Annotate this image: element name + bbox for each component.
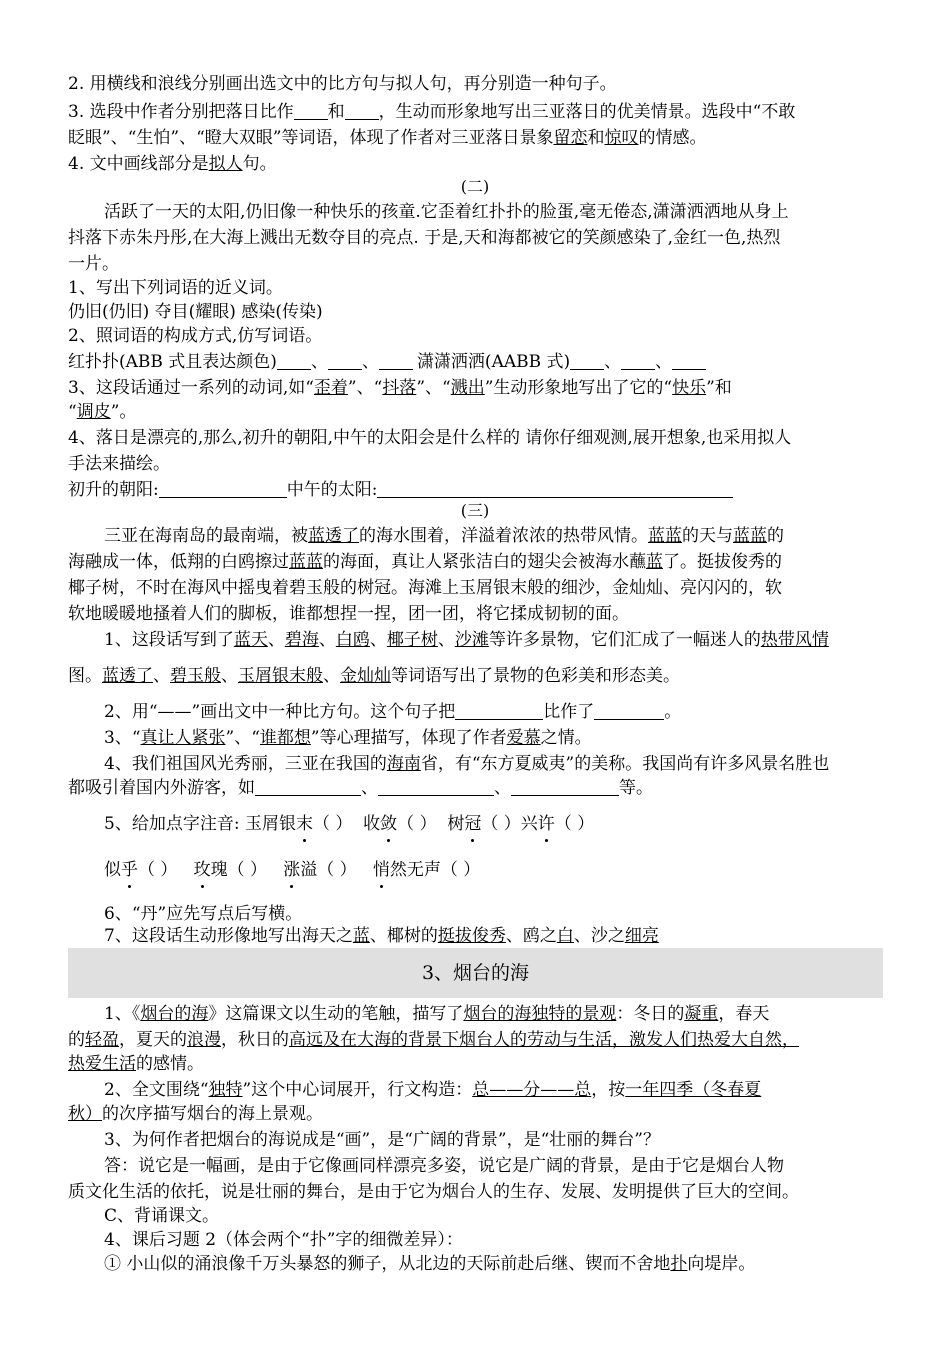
text: 、 — [318, 630, 336, 650]
answer-blank[interactable] — [672, 352, 706, 370]
text: 4. 文中画线部分是 — [68, 154, 209, 174]
answer-text: 扑 — [670, 1254, 688, 1274]
answer-text: 蓝天 — [233, 630, 268, 650]
passage-line: 椰子树，不时在海风中摇曳着碧玉般的树冠。海滩上玉屑银末般的细沙，金灿灿、亮闪闪的，软 — [68, 578, 782, 598]
section-heading: (二) — [460, 177, 490, 196]
lesson-title: 3、烟台的海 — [421, 962, 530, 984]
answer-blank[interactable] — [255, 778, 361, 796]
text: 的次序描写烟台的海上景观。 — [102, 1104, 323, 1124]
text: 和 — [327, 102, 345, 122]
text: 、 — [267, 630, 285, 650]
answer-blank[interactable] — [594, 702, 664, 720]
answer-text: 凝重 — [684, 1004, 719, 1024]
text: ”。 — [110, 402, 137, 422]
answer-blank[interactable] — [511, 778, 619, 796]
answer-text: 玉屑银末般 — [238, 666, 323, 686]
text: 三亚在海南岛的最南端，被 — [104, 526, 308, 546]
answer-parens[interactable]: （ ） — [317, 860, 357, 880]
answer-parens[interactable]: （ ） — [227, 860, 268, 880]
word: 收 — [363, 814, 381, 834]
answer-parens[interactable]: （ ） — [481, 814, 521, 834]
question-line: 6、“丹”应先写点后写横。 — [104, 904, 303, 924]
answer-parens[interactable]: （ ） — [312, 814, 353, 834]
text: ，按 — [591, 1080, 626, 1100]
text: 中午的太阳: — [286, 480, 378, 500]
question-line: 4、落日是漂亮的,那么,初升的朝阳,中午的太阳会是什么样的 请你仔细观测,展开想象,也采用拟人 — [68, 428, 792, 448]
word: 树 — [447, 814, 465, 834]
word: 瑰 — [210, 860, 228, 880]
text: 7、这段话生动形像地写出海天之 — [104, 926, 353, 946]
question-line — [68, 350, 706, 374]
text: ，生动而形象地写出三亚落日的优美情景。选段中“不敢 — [378, 102, 796, 122]
text: 、 — [494, 778, 511, 798]
answer-parens[interactable]: （ ） — [554, 814, 595, 834]
notes-line — [104, 1078, 761, 1102]
pinyin-question — [104, 812, 594, 836]
question-line — [68, 376, 732, 400]
answer-text: 热爱生活 — [68, 1054, 136, 1074]
answer-text: 烟台的海 — [140, 1004, 209, 1024]
answer-parens[interactable]: （ ） — [440, 860, 481, 880]
answer-parens[interactable]: （ ） — [397, 814, 437, 834]
answer-text: 高远及在大海的背景下烟台人的劳动与生活，激发人们热爱大自然， — [289, 1030, 799, 1050]
answer-blank[interactable] — [455, 702, 543, 720]
dotted-char: 末 — [295, 814, 313, 834]
text: 4、我们祖国风光秀丽，三亚在我国的 — [104, 754, 387, 774]
text: 2、用“——”画出文中一种比方句。这个句子把 — [104, 702, 456, 722]
text: 向堤岸。 — [687, 1254, 756, 1274]
text: ，春天 — [718, 1004, 770, 1024]
text: 比作了 — [543, 702, 595, 722]
passage-line — [68, 550, 782, 574]
text: 、 — [310, 352, 328, 372]
dotted-char: 涨 — [283, 860, 301, 880]
text: ，夏天的 — [119, 1030, 187, 1050]
passage-line: 活跃了一天的太阳,仍旧像一种快乐的孩童.它歪着红扑扑的脸蛋,毫无倦态,潇潇洒洒地从身上 — [104, 202, 789, 222]
answer-text: 蓝透了 — [102, 666, 153, 686]
word: 似 — [104, 860, 121, 880]
text: ”这个中心词展开，行文构造： — [242, 1080, 473, 1100]
text: 、 — [153, 666, 170, 686]
pinyin-question — [104, 858, 480, 882]
passage-line: 抖落下赤朱丹彤,在大海上溅出无数夺目的亮点. 于是,天和海都被它的笑颜感染了,金红一色,热烈 — [68, 228, 781, 248]
question-line — [104, 700, 681, 724]
passage-line: 一片。 — [68, 254, 119, 274]
question-line — [104, 752, 829, 776]
answer-text: 爱慕 — [506, 728, 541, 748]
dotted-char: 悄 — [372, 860, 390, 880]
answer-text: 真让人紧张 — [140, 728, 226, 748]
answer-text: 碧海 — [284, 630, 319, 650]
text: 。 — [664, 702, 682, 722]
text: ”等心理描写，体现了作者 — [310, 728, 507, 748]
text: 、 — [361, 352, 379, 372]
text: 1、《 — [104, 1004, 141, 1024]
dotted-char: 玫 — [193, 860, 211, 880]
answer-text: 调皮 — [76, 402, 111, 422]
answer-text: 热带风情 — [760, 630, 829, 650]
word: 玉屑银 — [244, 814, 296, 834]
text: 、 — [655, 352, 673, 372]
text: 、 — [604, 352, 622, 372]
text: 、 — [369, 630, 387, 650]
answer-text: 一年四季（冬春夏 — [625, 1080, 762, 1100]
answer-text: 谁都想 — [259, 728, 311, 748]
dotted-char: 冠 — [464, 814, 482, 834]
notes-line — [68, 1052, 204, 1076]
answer-text: 独特 — [208, 1080, 243, 1100]
text: 等许多景物，它们汇成了一幅迷人的 — [488, 630, 761, 650]
text: 了。挺拔俊秀的 — [663, 552, 782, 572]
text: 、 — [323, 666, 340, 686]
text: 眨眼”、“生怕”、“瞪大双眼”等词语，体现了作者对三亚落日景象 — [68, 128, 554, 148]
word: 兴 — [520, 814, 538, 834]
text: 1、这段话写到了 — [104, 630, 234, 650]
text: 3. 选段中作者分别把落日比作 — [68, 102, 294, 122]
notes-line: 质文化生活的依托，说是壮丽的舞台，是由于它为烟台人的生存、发展、发明提供了巨大的空间。 — [68, 1182, 799, 1202]
answer-text: 细亮 — [624, 926, 659, 946]
lesson-title-band — [68, 948, 883, 998]
notes-line: C、背诵课文。 — [104, 1206, 220, 1226]
text: 等。 — [619, 778, 653, 798]
notes-line: 答：说它是一幅画，是由于它像画同样漂亮多姿，说它是广阔的背景，是由于它是烟台人物 — [104, 1156, 784, 1176]
answer-text: 秋） — [68, 1104, 102, 1124]
answer-line: 仍旧(仍旧) 夺目(耀眼) 感染(传染) — [68, 302, 323, 322]
answer-text: 蓝 — [352, 926, 370, 946]
question-4 — [68, 152, 277, 176]
question-2 — [68, 72, 617, 96]
text: 等词语写出了景物的色彩美和形态美。 — [391, 666, 680, 686]
text: 、 — [437, 630, 455, 650]
question-line: 2、照词语的构成方式,仿写词语。 — [68, 326, 323, 346]
text: 都吸引着国内外游客，如 — [68, 778, 255, 798]
text: 红扑扑(ABB 式且表达颜色) — [68, 352, 277, 372]
text: 、鸥之 — [505, 926, 557, 946]
answer-text: 惊叹 — [604, 128, 639, 148]
text: 2、全文围绕“ — [104, 1080, 209, 1100]
answer-blank[interactable] — [621, 352, 655, 370]
text: 和 — [587, 128, 605, 148]
passage-line — [104, 524, 784, 548]
notes-line — [68, 1028, 799, 1052]
question-line — [104, 628, 829, 652]
question-3 — [68, 100, 795, 124]
answer-text: 沙滩 — [454, 630, 489, 650]
notes-line: 3、为何作者把烟台的海说成是“画”，是“广阔的背景”，是“壮丽的舞台”？ — [104, 1130, 660, 1150]
word: 溢 — [300, 860, 318, 880]
text: 初升的朝阳: — [68, 480, 159, 500]
answer-text: 总——分——总 — [472, 1080, 592, 1100]
text: 潇潇洒洒(AABB 式) — [416, 352, 571, 372]
answer-text: 蓝蓝 — [648, 526, 682, 546]
answer-text: 碧玉般 — [170, 666, 221, 686]
question-line — [104, 924, 659, 948]
text: ”生动形象地写出了它的“ — [484, 378, 673, 398]
text: 3、这段话通过一系列的动词,如“ — [68, 378, 314, 398]
answer-text: 快乐 — [672, 378, 707, 398]
answer-blank[interactable] — [159, 480, 287, 498]
question-line — [68, 776, 653, 800]
answer-text: 浪漫 — [187, 1030, 221, 1050]
text: “ — [68, 402, 77, 422]
answer-blank[interactable] — [277, 352, 311, 370]
text: 海融成一体，低翔的白鸥擦过 — [68, 552, 289, 572]
text: 的 — [68, 1030, 85, 1050]
text: ”、“ — [416, 378, 451, 398]
dotted-char: 许 — [537, 814, 555, 834]
word: 然无声 — [389, 860, 441, 880]
text: ，秋日的 — [221, 1030, 289, 1050]
answer-text: 白鸥 — [335, 630, 370, 650]
answer-text: 溅出 — [450, 378, 485, 398]
answer-blank[interactable] — [378, 778, 494, 796]
answer-blank[interactable] — [379, 352, 413, 370]
text: 》这篇课文以生动的笔触，描写了 — [208, 1004, 464, 1024]
text: 、 — [361, 778, 378, 798]
answer-text: 留恋 — [553, 128, 588, 148]
text: 5、给加点字注音: — [104, 814, 240, 834]
answer-text: 白 — [556, 926, 574, 946]
text: 图。 — [68, 666, 102, 686]
answer-text: 蓝蓝 — [289, 552, 323, 572]
question-3-cont — [68, 126, 706, 150]
notes-line: 4、课后习题 2（体会两个“扑”字的细微差异）： — [104, 1230, 463, 1250]
answer-text: 蓝 — [646, 552, 663, 572]
answer-text: 金灿灿 — [340, 666, 391, 686]
answer-text: 烟台的海独特的景观 — [463, 1004, 617, 1024]
answer-text: 挺拔俊秀 — [437, 926, 506, 946]
answer-text: 海南 — [386, 754, 421, 774]
text: 之情。 — [540, 728, 592, 748]
dotted-char: 乎 — [121, 860, 138, 880]
question-line — [104, 726, 592, 750]
answer-text: 轻盈 — [85, 1030, 119, 1050]
text: 的海水围着，洋溢着浓浓的热带风情。 — [359, 526, 648, 546]
answer-text: 拟人 — [208, 154, 243, 174]
text: 省，有“东方夏威夷”的美称。我国尚有许多风景名胜也 — [420, 754, 830, 774]
text: 的天与 — [682, 526, 733, 546]
notes-line — [104, 1252, 755, 1276]
passage-line: 软地暖暖地搔着人们的脚板，谁都想捏一捏，团一团，将它揉成韧韧的面。 — [68, 604, 629, 624]
answer-blank[interactable] — [570, 352, 604, 370]
text: 、椰树的 — [369, 926, 438, 946]
text: ”、“ — [225, 728, 260, 748]
answer-blank[interactable] — [328, 352, 362, 370]
answer-text: 歪着 — [313, 378, 348, 398]
question-line — [68, 400, 136, 424]
section-heading: (三) — [460, 501, 490, 520]
answer-blank[interactable] — [377, 480, 733, 498]
question-line — [68, 664, 680, 688]
answer-text: 抖落 — [382, 378, 417, 398]
answer-line — [68, 478, 733, 502]
text: 的情感。 — [638, 128, 707, 148]
answer-text: 蓝透了 — [308, 526, 359, 546]
text: 、沙之 — [573, 926, 625, 946]
dotted-char: 敛 — [380, 814, 398, 834]
answer-blank[interactable] — [345, 102, 379, 120]
text: 的感情。 — [136, 1054, 204, 1074]
text: 、 — [221, 666, 238, 686]
text: ”和 — [706, 378, 732, 398]
question-line: 1、写出下列词语的近义词。 — [68, 278, 283, 298]
text: 句。 — [242, 154, 277, 174]
text: ”、“ — [347, 378, 383, 398]
question-line: 手法来描绘。 — [68, 454, 170, 474]
answer-blank[interactable] — [294, 102, 328, 120]
notes-line — [104, 1002, 769, 1026]
text: ① 小山似的涌浪像千万头暴怒的狮子，从北边的天际前赴后继、锲而不舍地 — [104, 1254, 671, 1274]
answer-text: 椰子树 — [386, 630, 438, 650]
text: 的 — [767, 526, 784, 546]
text: 的海面，真让人紧张洁白的翅尖会被海水蘸 — [323, 552, 646, 572]
text: ：冬日的 — [616, 1004, 685, 1024]
text: 2. 用横线和浪线分别画出选文中的比方句与拟人句，再分别造一种句子。 — [68, 74, 617, 94]
answer-text: 蓝蓝 — [733, 526, 767, 546]
text: 3、“ — [104, 728, 141, 748]
notes-line — [68, 1102, 323, 1126]
answer-parens[interactable]: （ ） — [138, 860, 178, 880]
